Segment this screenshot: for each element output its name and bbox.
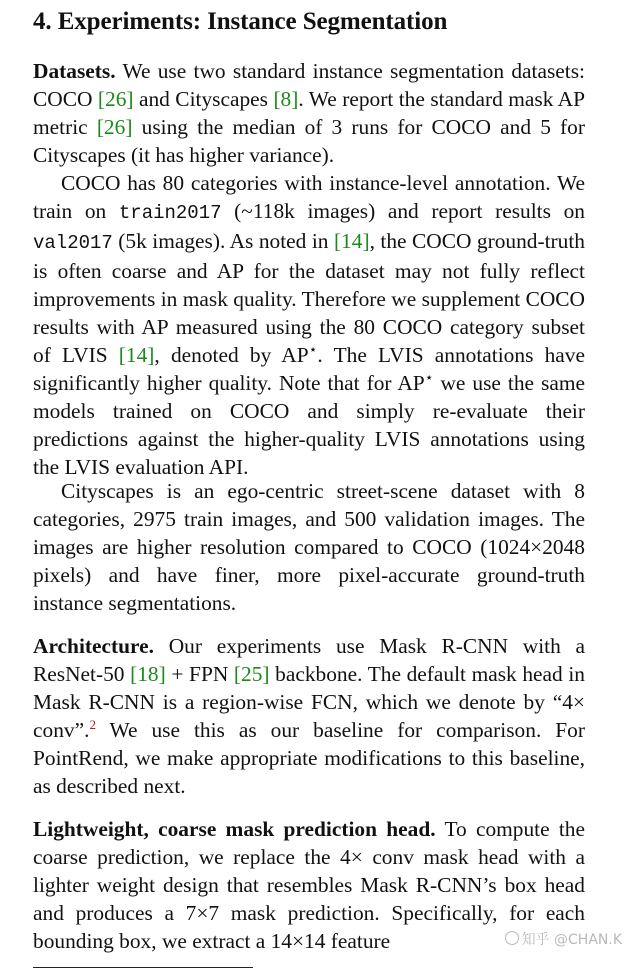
watermark — [505, 929, 622, 949]
architecture-text: + FPN — [165, 662, 234, 686]
coco-text: , the COCO ground-truth is often coarse and AP for the dataset may not fully reflect improvements in mask quality. Therefore we supplement COCO results with AP measured using the 80 COCO category subset of LVIS — [33, 229, 585, 367]
lightweight-label: Lightweight, coarse mask prediction head. — [33, 817, 436, 841]
coco-text: COCO has 80 categories with instance-level annotation. We train on — [33, 171, 585, 223]
citation-link[interactable]: [25] — [233, 662, 270, 686]
coco-text: (~118k images) and report results on — [221, 199, 585, 223]
citation-link[interactable]: [14] — [118, 343, 155, 367]
datasets-text: using the median of 3 runs for COCO and 5 for Cityscapes (it has higher variance). — [33, 115, 585, 167]
section-heading: 4. Experiments: Instance Segmentation — [33, 8, 448, 35]
footnote-marker[interactable]: 2 — [89, 716, 96, 732]
cityscapes-paragraph — [33, 477, 585, 617]
architecture-text: We use this as our baseline for comparison. For PointRend, we make appropriate modifications to this baseline, as described next. — [33, 718, 585, 798]
datasets-text: . We report the standard mask AP metric — [33, 87, 585, 139]
coco-text: we use the same models trained on COCO and simply re-evaluate their predictions against the higher-quality LVIS annotations using the LVIS evaluation API. — [33, 371, 585, 479]
train-split-name: train2017 — [118, 202, 222, 224]
footnote-divider — [33, 967, 253, 968]
citation-link[interactable]: [14] — [333, 229, 370, 253]
architecture-label: Architecture. — [33, 634, 154, 658]
datasets-label: Datasets. — [33, 59, 116, 83]
datasets-text: and Cityscapes — [133, 87, 274, 111]
coco-text: (5k images). As noted in — [112, 229, 334, 253]
datasets-text: We use two standard instance segmentation datasets: COCO — [33, 59, 585, 111]
datasets-paragraph — [33, 57, 585, 169]
architecture-text: Our experiments use Mask R-CNN with a ResNet-50 — [33, 634, 585, 686]
coco-text: , denoted by AP — [154, 343, 309, 367]
citation-link[interactable]: [18] — [130, 662, 166, 686]
citation-link[interactable]: [26] — [96, 115, 133, 139]
architecture-text: backbone. The default mask head in Mask R-CNN is a region-wise FCN, which we denote by “4× conv”. — [33, 662, 585, 742]
architecture-paragraph — [33, 632, 585, 800]
val-split-name: val2017 — [33, 232, 113, 254]
coco-paragraph — [33, 169, 585, 481]
watermark-text: 知乎 @CHAN.K — [521, 932, 622, 948]
coco-text: . The LVIS annotations have significantly higher quality. Note that for AP — [33, 343, 585, 395]
lightweight-paragraph — [33, 815, 585, 955]
citation-link[interactable]: [8] — [273, 87, 299, 111]
cityscapes-text: Cityscapes is an ego-centric street-scene dataset with 8 categories, 2975 train images, and 500 validation images. The images are higher resolution compared to COCO (1024×2048 pixels) and have finer, more pixel-accurate ground-truth instance segmentations. — [33, 479, 585, 615]
watermark-icon — [505, 931, 519, 945]
lightweight-text: To compute the coarse prediction, we replace the 4× conv mask head with a lighter weight design that resembles Mask R-CNN’s box head and produces a 7×7 mask prediction. Specifically, for each bounding box, we extract a 14×14 feature — [33, 817, 585, 953]
ap-star: ⋆ — [308, 342, 318, 358]
citation-link[interactable]: [26] — [97, 87, 134, 111]
ap-star: ⋆ — [424, 370, 434, 386]
